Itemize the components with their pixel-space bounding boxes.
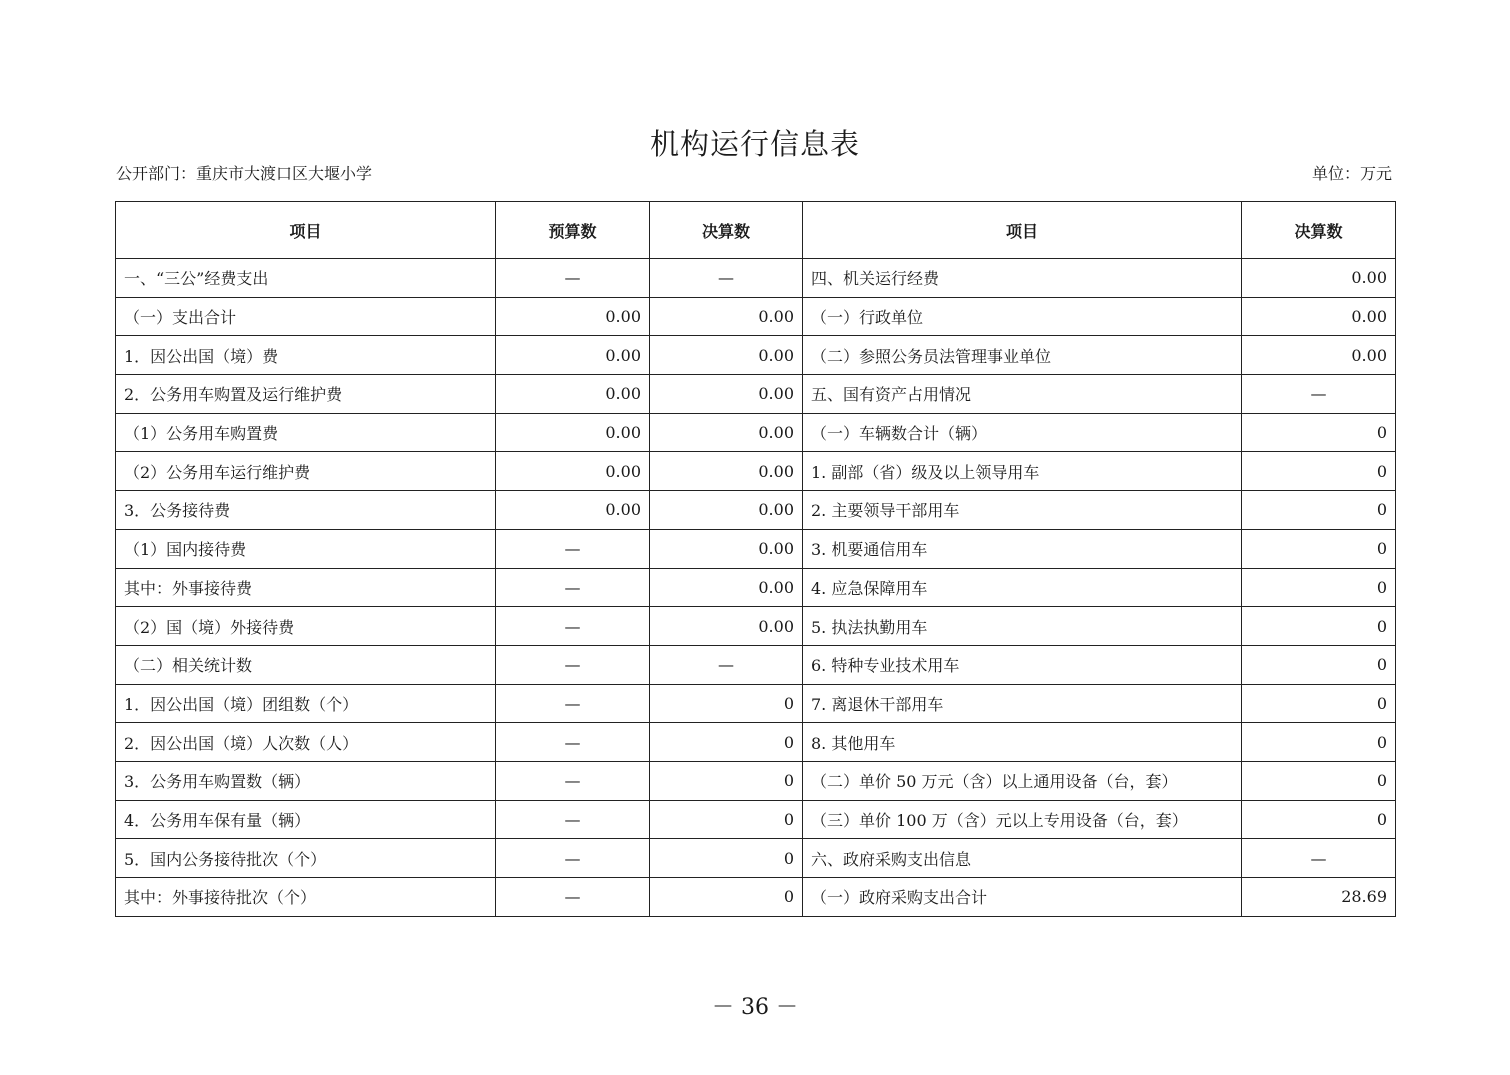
final-value: 0 <box>650 800 803 839</box>
left-item: 2．因公出国（境）人次数（人） <box>116 723 496 762</box>
department-label: 公开部门：重庆市大渡口区大堰小学 <box>116 164 373 183</box>
budget-value: — <box>496 878 650 917</box>
left-item: 5．国内公务接待批次（个） <box>116 839 496 878</box>
right-final-value: 0.00 <box>1242 297 1396 336</box>
header-final: 决算数 <box>650 202 803 259</box>
table-row <box>116 375 1396 414</box>
right-final-value: — <box>1242 839 1396 878</box>
table-row <box>116 491 1396 530</box>
budget-value: 0.00 <box>496 452 650 491</box>
final-value: 0 <box>650 684 803 723</box>
final-value: 0.00 <box>650 607 803 646</box>
table-row <box>116 800 1396 839</box>
table-row <box>116 645 1396 684</box>
table-row <box>116 297 1396 336</box>
table-row <box>116 452 1396 491</box>
final-value: 0 <box>650 839 803 878</box>
left-item: 3．公务用车购置数（辆） <box>116 761 496 800</box>
right-final-value: 0.00 <box>1242 336 1396 375</box>
right-item: （一）车辆数合计（辆） <box>803 413 1242 452</box>
left-item: 2．公务用车购置及运行维护费 <box>116 375 496 414</box>
right-final-value: 0 <box>1242 684 1396 723</box>
table-row <box>116 723 1396 762</box>
right-item: 1. 副部（省）级及以上领导用车 <box>803 452 1242 491</box>
right-final-value: 0 <box>1242 761 1396 800</box>
page-title: 机构运行信息表 <box>649 127 860 161</box>
left-item: 4．公务用车保有量（辆） <box>116 800 496 839</box>
right-item: （二）参照公务员法管理事业单位 <box>803 336 1242 375</box>
left-item: 一、“三公”经费支出 <box>116 259 496 298</box>
table-row <box>116 878 1396 917</box>
left-item: 1．因公出国（境）费 <box>116 336 496 375</box>
final-value: 0.00 <box>650 491 803 530</box>
final-value: — <box>650 645 803 684</box>
left-item: （二）相关统计数 <box>116 645 496 684</box>
page-number: － 36 － <box>712 995 798 1020</box>
right-final-value: 0 <box>1242 568 1396 607</box>
right-final-value: 0 <box>1242 723 1396 762</box>
budget-value: — <box>496 684 650 723</box>
right-final-value: 0 <box>1242 452 1396 491</box>
right-item: 4. 应急保障用车 <box>803 568 1242 607</box>
final-value: 0.00 <box>650 568 803 607</box>
right-final-value: 0 <box>1242 607 1396 646</box>
right-item: （一）政府采购支出合计 <box>803 878 1242 917</box>
left-item: （1）公务用车购置费 <box>116 413 496 452</box>
final-value: 0.00 <box>650 413 803 452</box>
right-item: 五、国有资产占用情况 <box>803 375 1242 414</box>
budget-value: — <box>496 761 650 800</box>
table-row <box>116 684 1396 723</box>
table-row <box>116 607 1396 646</box>
budget-value: — <box>496 839 650 878</box>
right-item: 四、机关运行经费 <box>803 259 1242 298</box>
budget-value: — <box>496 259 650 298</box>
budget-value: — <box>496 607 650 646</box>
table-row <box>116 761 1396 800</box>
header-left-item: 项目 <box>116 202 496 259</box>
final-value: 0.00 <box>650 297 803 336</box>
right-item: （一）行政单位 <box>803 297 1242 336</box>
left-item: （一）支出合计 <box>116 297 496 336</box>
left-item: 其中：外事接待批次（个） <box>116 878 496 917</box>
final-value: — <box>650 259 803 298</box>
right-final-value: 0 <box>1242 529 1396 568</box>
right-item: 3. 机要通信用车 <box>803 529 1242 568</box>
right-item: 8. 其他用车 <box>803 723 1242 762</box>
right-final-value: 0 <box>1242 800 1396 839</box>
table-row <box>116 839 1396 878</box>
left-item: （1）国内接待费 <box>116 529 496 568</box>
header-right-item: 项目 <box>803 202 1242 259</box>
right-final-value: 0 <box>1242 491 1396 530</box>
final-value: 0.00 <box>650 452 803 491</box>
final-value: 0 <box>650 878 803 917</box>
budget-value: 0.00 <box>496 491 650 530</box>
budget-value: — <box>496 800 650 839</box>
right-final-value: 0 <box>1242 645 1396 684</box>
right-item: （二）单价 50 万元（含）以上通用设备（台，套） <box>803 761 1242 800</box>
final-value: 0 <box>650 761 803 800</box>
unit-label: 单位：万元 <box>1311 164 1392 183</box>
table-header-row <box>116 202 1396 259</box>
right-item: 6. 特种专业技术用车 <box>803 645 1242 684</box>
right-item: 六、政府采购支出信息 <box>803 839 1242 878</box>
left-item: 1．因公出国（境）团组数（个） <box>116 684 496 723</box>
table-row <box>116 413 1396 452</box>
right-item: 2. 主要领导干部用车 <box>803 491 1242 530</box>
right-final-value: 0 <box>1242 413 1396 452</box>
left-item: （2）国（境）外接待费 <box>116 607 496 646</box>
final-value: 0.00 <box>650 336 803 375</box>
info-table <box>115 201 1396 917</box>
final-value: 0.00 <box>650 375 803 414</box>
budget-value: — <box>496 529 650 568</box>
right-item: （三）单价 100 万（含）元以上专用设备（台，套） <box>803 800 1242 839</box>
left-item: 其中：外事接待费 <box>116 568 496 607</box>
budget-value: 0.00 <box>496 375 650 414</box>
budget-value: 0.00 <box>496 413 650 452</box>
table-row <box>116 529 1396 568</box>
budget-value: — <box>496 645 650 684</box>
table-row <box>116 336 1396 375</box>
budget-value: 0.00 <box>496 336 650 375</box>
right-final-value: — <box>1242 375 1396 414</box>
budget-value: — <box>496 568 650 607</box>
budget-value: — <box>496 723 650 762</box>
left-item: （2）公务用车运行维护费 <box>116 452 496 491</box>
final-value: 0.00 <box>650 529 803 568</box>
right-final-value: 28.69 <box>1242 878 1396 917</box>
header-right-final: 决算数 <box>1242 202 1396 259</box>
right-item: 7. 离退休干部用车 <box>803 684 1242 723</box>
left-item: 3．公务接待费 <box>116 491 496 530</box>
right-item: 5. 执法执勤用车 <box>803 607 1242 646</box>
budget-value: 0.00 <box>496 297 650 336</box>
table-row <box>116 568 1396 607</box>
right-final-value: 0.00 <box>1242 259 1396 298</box>
final-value: 0 <box>650 723 803 762</box>
table-row <box>116 259 1396 298</box>
header-budget: 预算数 <box>496 202 650 259</box>
